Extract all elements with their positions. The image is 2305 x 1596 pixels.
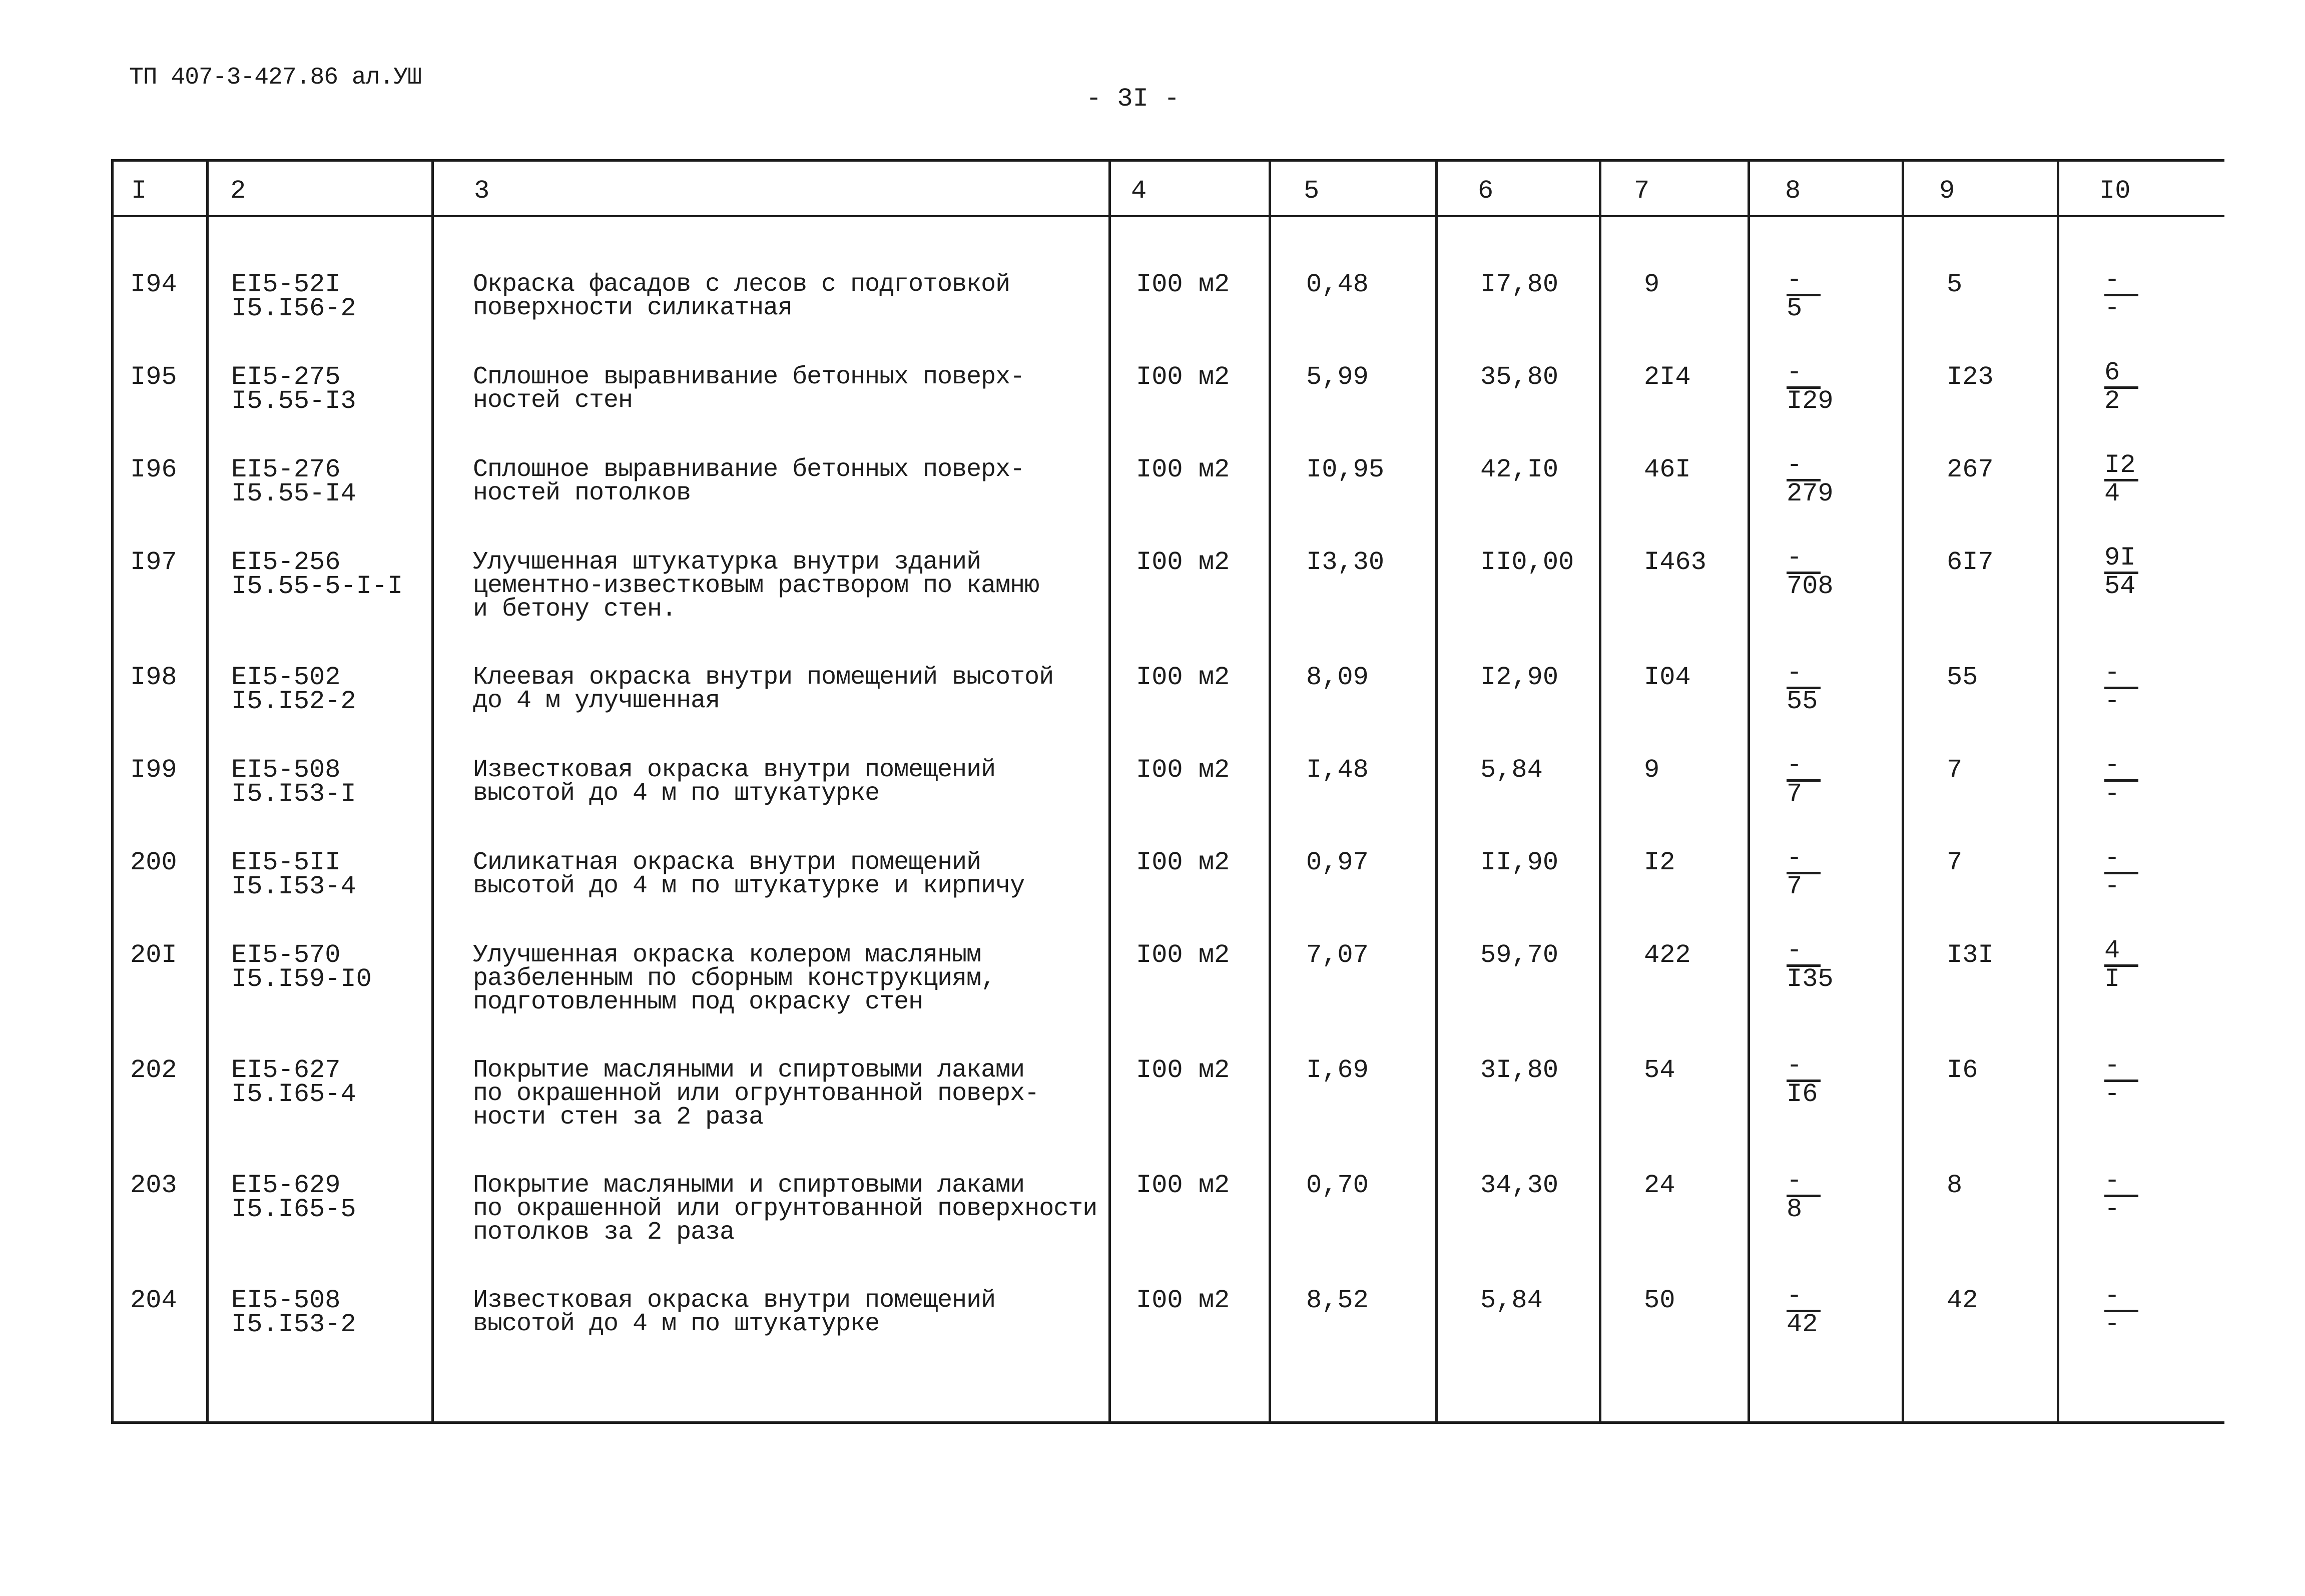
fraction-col-10-numerator: - (2104, 1053, 2138, 1082)
total-cost: 422 (1644, 940, 1691, 970)
column-header-10: I0 (2099, 176, 2131, 206)
norm-codes: EI5-275 I5.55-I3 (231, 362, 356, 416)
total-cost: 50 (1644, 1286, 1675, 1315)
norm-codes: EI5-52I I5.I56-2 (231, 270, 356, 323)
column-divider-5 (1269, 159, 1271, 1421)
column-divider-6 (1435, 159, 1438, 1421)
total-cost: I2 (1644, 848, 1675, 877)
cost-col-9: 267 (1947, 455, 1994, 484)
fraction-col-10-denominator: 4 (2104, 479, 2120, 508)
fraction-col-8 (1787, 843, 1862, 901)
document-code: ТП 407-3-427.86 ал.УШ (129, 64, 421, 91)
fraction-col-8-denominator: 42 (1787, 1310, 1818, 1339)
column-divider-7 (1599, 159, 1601, 1421)
fraction-col-8 (1787, 1281, 1862, 1339)
column-divider-2 (206, 159, 209, 1421)
work-description: Клеевая окраска внутри помещений высотой до 4 м улучшенная (473, 663, 1054, 715)
work-description: Известковая окраска внутри помещений высотой до 4 м по штукатурке (473, 756, 996, 808)
unit-price: II0,00 (1480, 548, 1574, 577)
fraction-col-8-numerator: - (1787, 753, 1821, 782)
fraction-col-8-denominator: 55 (1787, 687, 1818, 716)
quantity: 0,70 (1306, 1171, 1369, 1200)
unit-of-measure: I00 м2 (1136, 663, 1230, 692)
fraction-col-8 (1787, 938, 1862, 992)
fraction-col-8-denominator: 279 (1787, 479, 1834, 508)
unit-of-measure: I00 м2 (1136, 548, 1230, 577)
unit-of-measure: I00 м2 (1136, 1286, 1230, 1315)
cost-col-9: I23 (1947, 362, 1994, 392)
fraction-col-10-numerator: - (2104, 1284, 2138, 1312)
fraction-col-10 (2104, 1166, 2179, 1224)
quantity: 5,99 (1306, 362, 1369, 392)
fraction-col-8 (1787, 450, 1862, 508)
column-divider-3 (431, 159, 434, 1421)
fraction-col-10 (2104, 658, 2179, 716)
unit-of-measure: I00 м2 (1136, 940, 1230, 970)
unit-price: II,90 (1480, 848, 1559, 877)
norm-codes: EI5-629 I5.I65-5 (231, 1171, 356, 1224)
fraction-col-8-numerator: - (1787, 360, 1821, 389)
fraction-col-10-denominator: 54 (2104, 572, 2136, 601)
cost-col-9: 42 (1947, 1286, 1978, 1315)
quantity: I3,30 (1306, 548, 1385, 577)
fraction-col-10 (2104, 360, 2179, 414)
fraction-col-8-numerator: - (1787, 453, 1821, 481)
column-divider-4 (1108, 159, 1111, 1421)
unit-of-measure: I00 м2 (1136, 270, 1230, 299)
unit-price: I2,90 (1480, 663, 1559, 692)
unit-price: 5,84 (1480, 1286, 1543, 1315)
norm-codes: EI5-570 I5.I59-I0 (231, 940, 372, 994)
column-header-7: 7 (1634, 176, 1650, 206)
fraction-col-8 (1787, 1053, 1862, 1107)
cost-col-9: 8 (1947, 1171, 1963, 1200)
fraction-col-10-numerator: - (2104, 753, 2138, 782)
fraction-col-8-denominator: 708 (1787, 572, 1834, 601)
fraction-col-8 (1787, 753, 1862, 807)
fraction-col-10-denominator: 2 (2104, 386, 2120, 416)
fraction-col-8-denominator: 7 (1787, 872, 1803, 901)
norm-codes: EI5-502 I5.I52-2 (231, 663, 356, 716)
fraction-col-10 (2104, 450, 2179, 508)
work-description: Сплошное выравнивание бетонных поверх- ностей стен (473, 363, 1025, 415)
unit-of-measure: I00 м2 (1136, 755, 1230, 785)
row-number: 204 (130, 1286, 177, 1315)
fraction-col-8-denominator: 7 (1787, 779, 1803, 809)
total-cost: 54 (1644, 1055, 1675, 1085)
total-cost: 24 (1644, 1171, 1675, 1200)
cost-col-9: I3I (1947, 940, 1994, 970)
row-number: I99 (130, 755, 177, 785)
fraction-col-8-denominator: I6 (1787, 1080, 1818, 1109)
table-header-divider (111, 215, 2224, 217)
fraction-col-10-numerator: - (2104, 268, 2138, 296)
column-header-3: 3 (474, 176, 490, 206)
column-header-1: I (131, 176, 147, 206)
fraction-col-8-numerator: - (1787, 1053, 1821, 1082)
fraction-col-10 (2104, 1053, 2179, 1107)
fraction-col-8-denominator: 5 (1787, 294, 1803, 323)
work-description: Окраска фасадов с лесов с подготовкой поверхности силикатная (473, 270, 1010, 322)
cost-col-9: 6I7 (1947, 548, 1994, 577)
fraction-col-8-numerator: - (1787, 546, 1821, 574)
fraction-col-8-numerator: - (1787, 938, 1821, 967)
fraction-col-8-numerator: - (1787, 1284, 1821, 1312)
table-top-border (111, 159, 2224, 162)
norm-codes: EI5-276 I5.55-I4 (231, 455, 356, 508)
row-number: I95 (130, 362, 177, 392)
unit-price: 34,30 (1480, 1171, 1559, 1200)
quantity: 8,52 (1306, 1286, 1369, 1315)
row-number: I94 (130, 270, 177, 299)
column-header-8: 8 (1785, 176, 1801, 206)
quantity: I,69 (1306, 1055, 1369, 1085)
fraction-col-8-denominator: I35 (1787, 964, 1834, 994)
unit-of-measure: I00 м2 (1136, 455, 1230, 484)
unit-price: 35,80 (1480, 362, 1559, 392)
column-header-9: 9 (1939, 176, 1955, 206)
total-cost: 9 (1644, 755, 1660, 785)
unit-price: I7,80 (1480, 270, 1559, 299)
column-divider-8 (1748, 159, 1750, 1421)
total-cost: 46I (1644, 455, 1691, 484)
row-number: I98 (130, 663, 177, 692)
quantity: 0,48 (1306, 270, 1369, 299)
work-description: Улучшенная окраска колером масляным разбеленным по сборным конструкциям, подготовленным под окраску стен (473, 941, 996, 1016)
fraction-col-8 (1787, 360, 1862, 414)
fraction-col-10-numerator: - (2104, 1169, 2138, 1197)
unit-price: 59,70 (1480, 940, 1559, 970)
column-header-2: 2 (230, 176, 246, 206)
fraction-col-10 (2104, 753, 2179, 807)
total-cost: I04 (1644, 663, 1691, 692)
unit-price: 42,I0 (1480, 455, 1559, 484)
row-number: 202 (130, 1055, 177, 1085)
page-number: - 3I - (1086, 84, 1180, 114)
fraction-col-10-denominator: - (2104, 294, 2120, 323)
quantity: 7,07 (1306, 940, 1369, 970)
quantity: I0,95 (1306, 455, 1385, 484)
quantity: I,48 (1306, 755, 1369, 785)
fraction-col-8-denominator: 8 (1787, 1195, 1803, 1224)
fraction-col-10-numerator: - (2104, 846, 2138, 874)
norm-codes: EI5-627 I5.I65-4 (231, 1055, 356, 1109)
unit-price: 3I,80 (1480, 1055, 1559, 1085)
row-number: 203 (130, 1171, 177, 1200)
fraction-col-10 (2104, 543, 2179, 601)
unit-of-measure: I00 м2 (1136, 1055, 1230, 1085)
fraction-col-10-denominator: - (2104, 1310, 2120, 1339)
unit-of-measure: I00 м2 (1136, 848, 1230, 877)
fraction-col-10-numerator: 6 (2104, 360, 2138, 389)
column-header-4: 4 (1131, 176, 1147, 206)
fraction-col-10 (2104, 265, 2179, 323)
cost-col-9: 5 (1947, 270, 1963, 299)
fraction-col-8 (1787, 1166, 1862, 1224)
fraction-col-8-numerator: - (1787, 846, 1821, 874)
fraction-col-10-denominator: - (2104, 687, 2120, 716)
fraction-col-8-numerator: - (1787, 661, 1821, 689)
cost-col-9: 55 (1947, 663, 1978, 692)
fraction-col-10-denominator: I (2104, 964, 2120, 994)
column-divider-10 (2057, 159, 2059, 1421)
fraction-col-8 (1787, 543, 1862, 601)
work-description: Известковая окраска внутри помещений высотой до 4 м по штукатурке (473, 1286, 996, 1338)
work-description: Силикатная окраска внутри помещений высотой до 4 м по штукатурке и кирпичу (473, 848, 1025, 900)
fraction-col-10-denominator: - (2104, 779, 2120, 809)
fraction-col-10-denominator: - (2104, 872, 2120, 901)
norm-codes: EI5-256 I5.55-5-I-I (231, 548, 403, 601)
fraction-col-10 (2104, 938, 2179, 992)
fraction-col-10-numerator: I2 (2104, 453, 2138, 481)
column-divider-9 (1902, 159, 1904, 1421)
fraction-col-10-denominator: - (2104, 1195, 2120, 1224)
work-description: Покрытие масляными и спиртовыми лаками по окрашенной или огрунтованной поверхности потолков за 2 раза (473, 1171, 1097, 1247)
fraction-col-10 (2104, 1281, 2179, 1339)
fraction-col-10-denominator: - (2104, 1080, 2120, 1109)
column-divider-1 (111, 159, 114, 1421)
row-number: I97 (130, 548, 177, 577)
fraction-col-10 (2104, 843, 2179, 901)
cost-col-9: 7 (1947, 755, 1963, 785)
cost-col-9: I6 (1947, 1055, 1978, 1085)
work-description: Сплошное выравнивание бетонных поверх- ностей потолков (473, 455, 1025, 507)
fraction-col-8 (1787, 265, 1862, 323)
unit-price: 5,84 (1480, 755, 1543, 785)
fraction-col-10-numerator: 9I (2104, 546, 2138, 574)
quantity: 0,97 (1306, 848, 1369, 877)
cost-col-9: 7 (1947, 848, 1963, 877)
unit-of-measure: I00 м2 (1136, 1171, 1230, 1200)
column-header-6: 6 (1478, 176, 1494, 206)
total-cost: 9 (1644, 270, 1660, 299)
work-description: Покрытие масляными и спиртовыми лаками по окрашенной или огрунтованной поверх- ности стен за 2 раза (473, 1056, 1039, 1132)
norm-codes: EI5-508 I5.I53-2 (231, 1286, 356, 1339)
table-bottom-border (111, 1421, 2224, 1424)
fraction-col-8 (1787, 658, 1862, 716)
quantity: 8,09 (1306, 663, 1369, 692)
row-number: 200 (130, 848, 177, 877)
fraction-col-8-numerator: - (1787, 1169, 1821, 1197)
fraction-col-8-numerator: - (1787, 268, 1821, 296)
total-cost: 2I4 (1644, 362, 1691, 392)
norm-codes: EI5-5II I5.I53-4 (231, 848, 356, 901)
row-number: 20I (130, 940, 177, 970)
row-number: I96 (130, 455, 177, 484)
unit-of-measure: I00 м2 (1136, 362, 1230, 392)
fraction-col-10-numerator: 4 (2104, 938, 2138, 967)
total-cost: I463 (1644, 548, 1706, 577)
column-header-5: 5 (1304, 176, 1320, 206)
fraction-col-10-numerator: - (2104, 661, 2138, 689)
fraction-col-8-denominator: I29 (1787, 386, 1834, 416)
norm-codes: EI5-508 I5.I53-I (231, 755, 356, 809)
work-description: Улучшенная штукатурка внутри зданий цементно-известковым раствором по камню и бетону стен. (473, 548, 1039, 624)
